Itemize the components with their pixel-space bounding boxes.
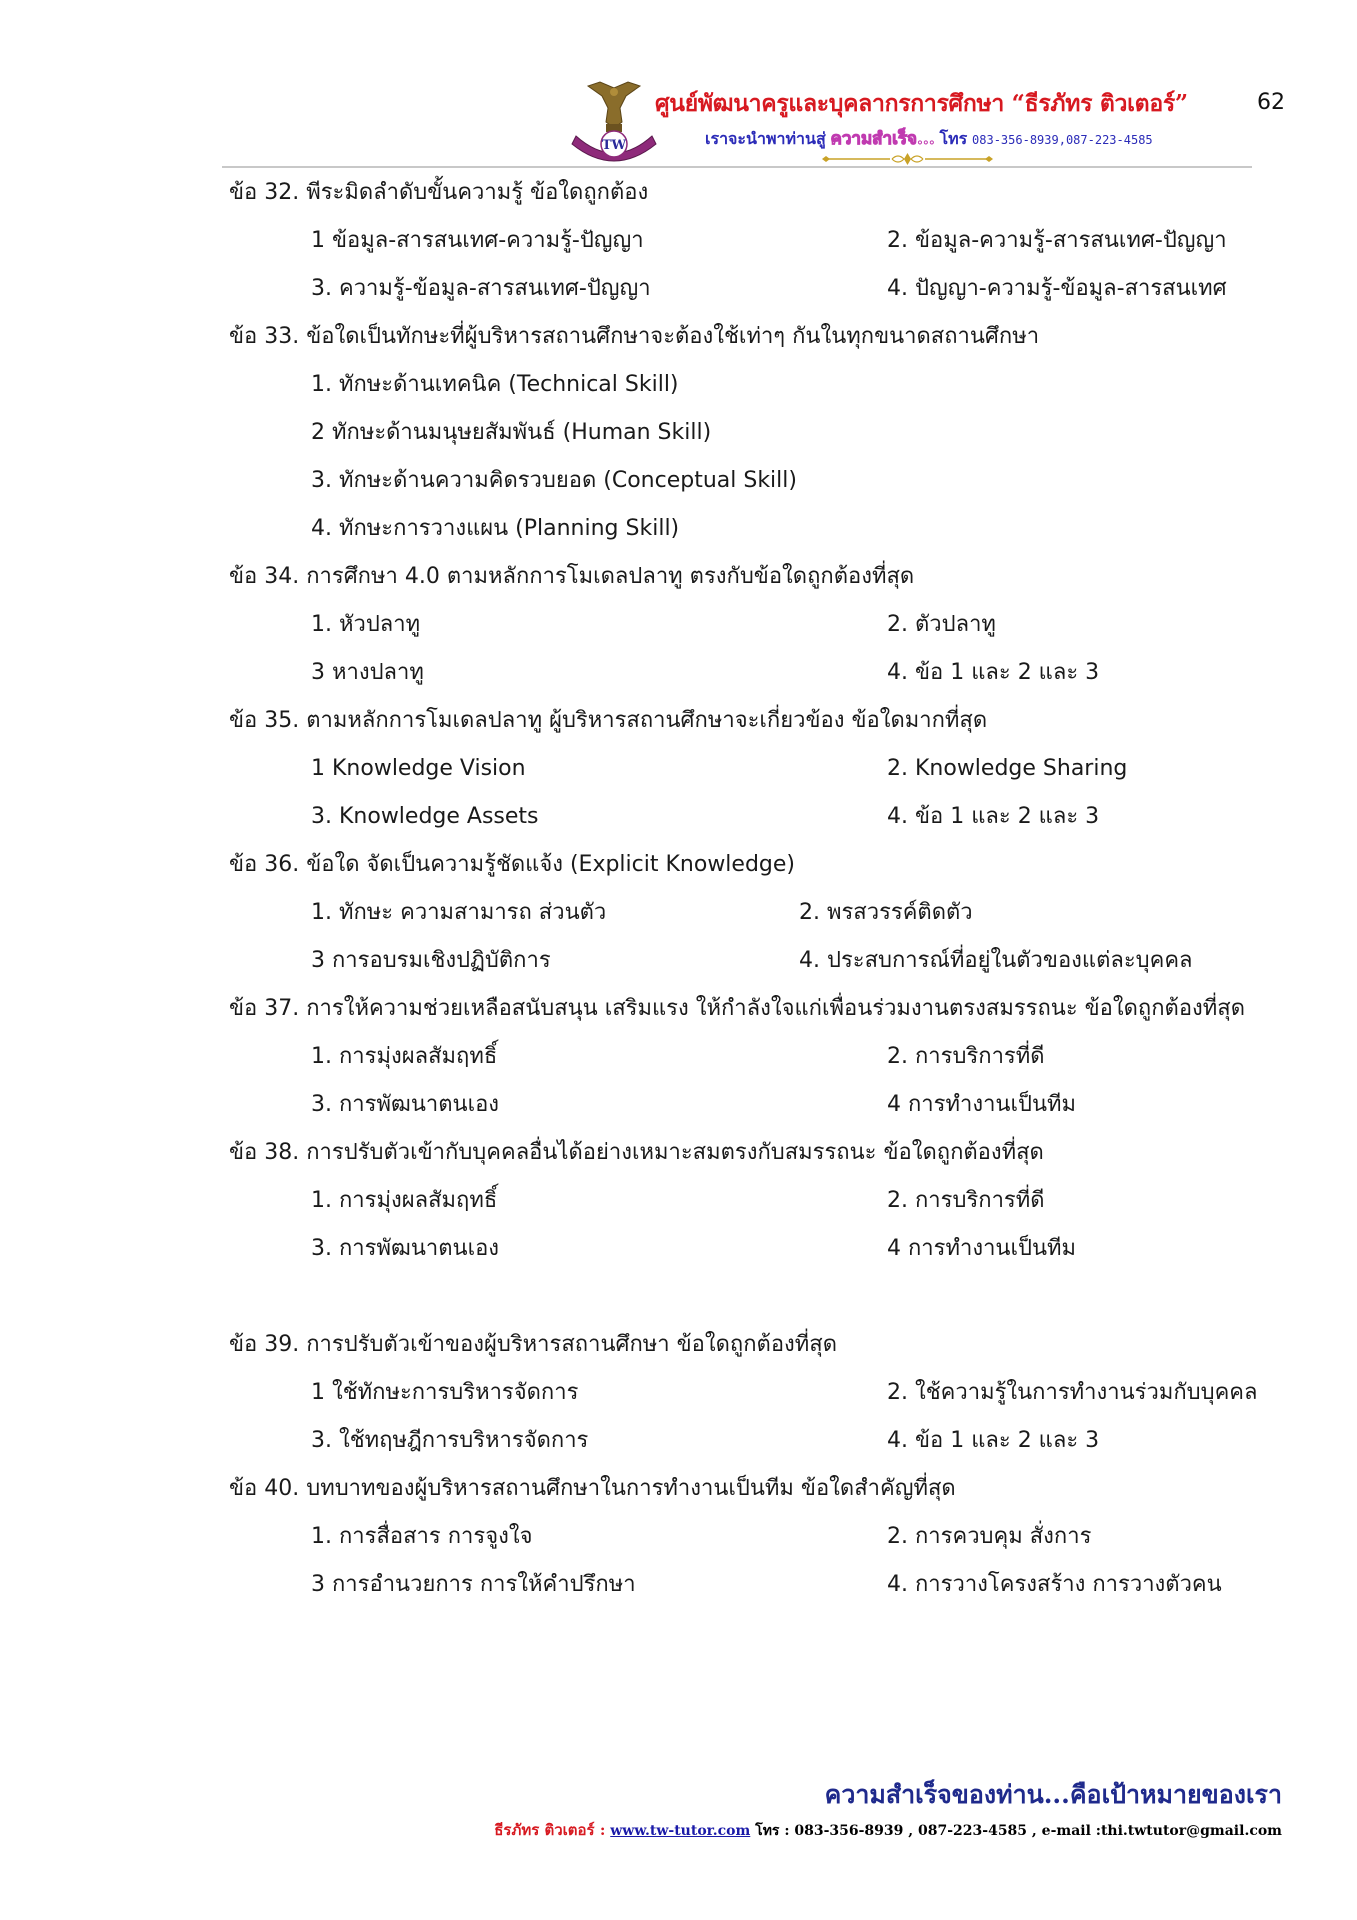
option-33-2: 2 ทักษะด้านมนุษยสัมพันธ์ (Human Skill): [311, 420, 712, 445]
option-37-2: 2. การบริการที่ดี: [887, 1044, 1045, 1069]
question-stem-37: ข้อ 37. การให้ความช่วยเหลือสนับสนุน เสริมแรง ให้กำลังใจแก่เพื่อนร่วมงานตรงสมรรถนะ ข้อใดถูกต้องที่สุด: [229, 996, 1246, 1021]
option-34-1: 1. หัวปลาทู: [311, 612, 421, 637]
option-36-2: 2. พรสวรรค์ติดตัว: [799, 900, 973, 925]
tagline-lead: เราจะนำพาท่านสู่: [705, 129, 826, 148]
option-33-1: 1. ทักษะด้านเทคนิค (Technical Skill): [311, 372, 679, 397]
option-40-3: 3 การอำนวยการ การให้คำปรึกษา: [311, 1572, 636, 1597]
option-39-1: 1 ใช้ทักษะการบริหารจัดการ: [311, 1380, 579, 1405]
option-34-2: 2. ตัวปลาทู: [887, 612, 996, 637]
question-stem-35: ข้อ 35. ตามหลักการโมเดลปลาทู ผู้บริหารสถานศึกษาจะเกี่ยวข้อง ข้อใดมากที่สุด: [229, 708, 988, 733]
page-header: [565, 78, 1295, 173]
question-stem-38: ข้อ 38. การปรับตัวเข้ากับบุคคลอื่นได้อย่างเหมาะสมตรงกับสมรรถนะ ข้อใดถูกต้องที่สุด: [229, 1140, 1044, 1165]
option-40-1: 1. การสื่อสาร การจูงใจ: [311, 1524, 533, 1549]
option-35-1: 1 Knowledge Vision: [311, 756, 526, 781]
tagline-success: ความสำเร็จ...: [830, 129, 935, 149]
option-40-4: 4. การวางโครงสร้าง การวางตัวคน: [887, 1572, 1222, 1597]
tel-label: โทร: [939, 129, 968, 148]
option-36-4: 4. ประสบการณ์ที่อยู่ในตัวของแต่ละบุคคล: [799, 948, 1193, 973]
option-35-2: 2. Knowledge Sharing: [887, 756, 1128, 781]
footer-contact-info: โทร : 083-356-8939 , 087-223-4585 , e-mail :thi.twtutor@gmail.com: [755, 1823, 1282, 1839]
question-stem-33: ข้อ 33. ข้อใดเป็นทักษะที่ผู้บริหารสถานศึกษาจะต้องใช้เท่าๆ กันในทุกขนาดสถานศึกษา: [229, 324, 1040, 349]
tel-numbers: 083-356-8939,087-223-4585: [972, 133, 1153, 147]
option-39-2: 2. ใช้ความรู้ในการทำงานร่วมกับบุคคล: [887, 1380, 1258, 1405]
question-stem-39: ข้อ 39. การปรับตัวเข้าของผู้บริหารสถานศึกษา ข้อใดถูกต้องที่สุด: [229, 1332, 838, 1357]
question-stem-32: ข้อ 32. พีระมิดลำดับขั้นความรู้ ข้อใดถูกต้อง: [229, 180, 649, 205]
footer-contact: [494, 1818, 1282, 1842]
option-36-1: 1. ทักษะ ความสามารถ ส่วนตัว: [311, 900, 607, 925]
header-tagline: [705, 125, 1153, 152]
header-title: ศูนย์พัฒนาครูและบุคลากรการศึกษา “ธีรภัทร ติวเตอร์”: [655, 90, 1188, 117]
option-38-2: 2. การบริการที่ดี: [887, 1188, 1045, 1213]
question-stem-34: ข้อ 34. การศึกษา 4.0 ตามหลักการโมเดลปลาทู ตรงกับข้อใดถูกต้องที่สุด: [229, 564, 915, 589]
option-38-3: 3. การพัฒนาตนเอง: [311, 1236, 500, 1261]
option-32-3: 3. ความรู้-ข้อมูล-สารสนเทศ-ปัญญา: [311, 276, 651, 301]
option-34-3: 3 หางปลาทู: [311, 660, 424, 685]
logo-text: TW: [601, 138, 627, 153]
option-39-4: 4. ข้อ 1 และ 2 และ 3: [887, 1428, 1100, 1453]
option-33-3: 3. ทักษะด้านความคิดรวบยอด (Conceptual Skill): [311, 468, 797, 493]
option-33-4: 4. ทักษะการวางแผน (Planning Skill): [311, 516, 680, 541]
header-divider: [222, 166, 1252, 168]
footer-slogan: ความสำเร็จของท่าน...คือเป้าหมายของเรา: [824, 1780, 1282, 1809]
page-number: 62: [1257, 90, 1285, 115]
website-link[interactable]: www.tw-tutor.com: [610, 1823, 751, 1839]
option-39-3: 3. ใช้ทฤษฎีการบริหารจัดการ: [311, 1428, 589, 1453]
option-35-4: 4. ข้อ 1 และ 2 และ 3: [887, 804, 1100, 829]
option-38-4: 4 การทำงานเป็นทีม: [887, 1236, 1076, 1261]
question-stem-36: ข้อ 36. ข้อใด จัดเป็นความรู้ชัดแจ้ง (Explicit Knowledge): [229, 852, 796, 877]
footer-brand: ธีรภัทร ติวเตอร์ :: [494, 1821, 606, 1839]
option-35-3: 3. Knowledge Assets: [311, 804, 539, 829]
option-34-4: 4. ข้อ 1 และ 2 และ 3: [887, 660, 1100, 685]
ornament-divider-icon: [820, 152, 995, 166]
option-32-1: 1 ข้อมูล-สารสนเทศ-ความรู้-ปัญญา: [311, 228, 644, 253]
option-32-2: 2. ข้อมูล-ความรู้-สารสนเทศ-ปัญญา: [887, 228, 1227, 253]
option-37-1: 1. การมุ่งผลสัมฤทธิ์: [311, 1044, 498, 1069]
option-37-3: 3. การพัฒนาตนเอง: [311, 1092, 500, 1117]
option-40-2: 2. การควบคุม สั่งการ: [887, 1524, 1092, 1549]
option-36-3: 3 การอบรมเชิงปฏิบัติการ: [311, 948, 551, 973]
option-38-1: 1. การมุ่งผลสัมฤทธิ์: [311, 1188, 498, 1213]
option-32-4: 4. ปัญญา-ความรู้-ข้อมูล-สารสนเทศ: [887, 276, 1227, 301]
eagle-logo-icon: [570, 78, 658, 170]
question-stem-40: ข้อ 40. บทบาทของผู้บริหารสถานศึกษาในการทำงานเป็นทีม ข้อใดสำคัญที่สุด: [229, 1476, 956, 1501]
option-37-4: 4 การทำงานเป็นทีม: [887, 1092, 1076, 1117]
